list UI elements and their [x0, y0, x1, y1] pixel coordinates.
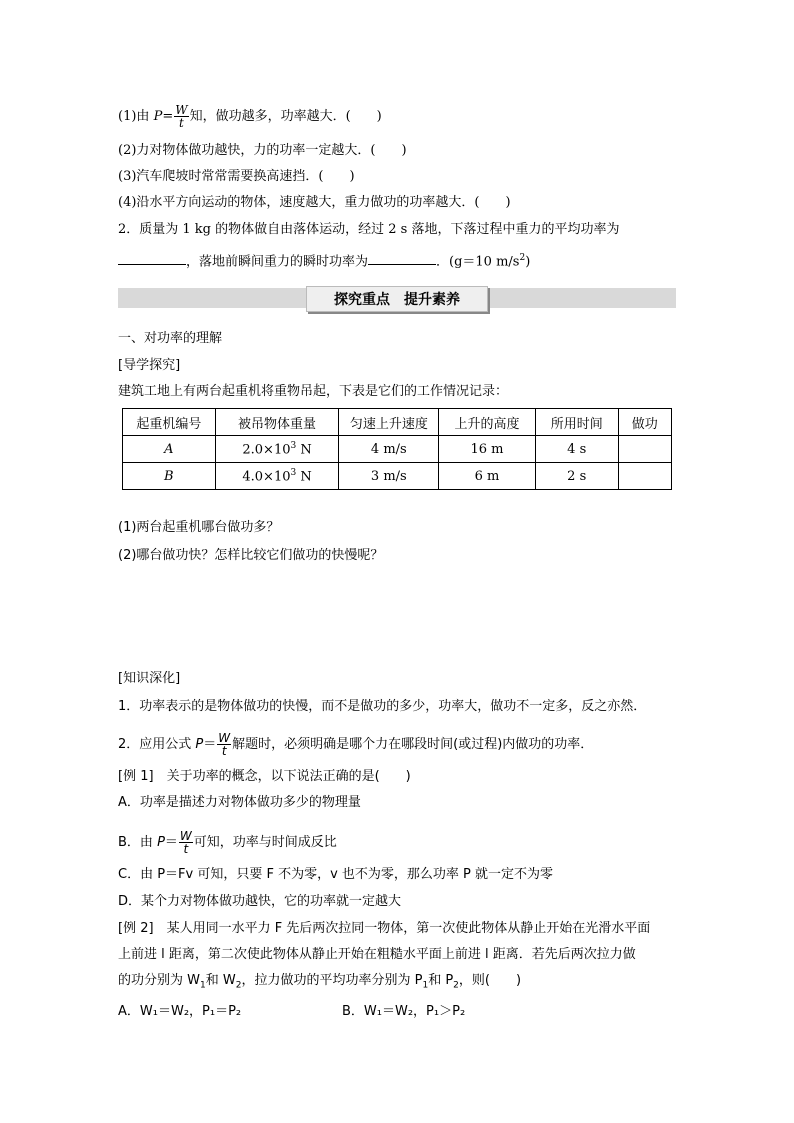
formula-p: P [153, 109, 163, 124]
judge-q2: (2)力对物体做功越快，力的功率一定越大．( ) [118, 143, 407, 158]
calc-line1: 2．质量为 1 kg 的物体做自由落体运动，经过 2 s 落地，下落过程中重力的平均功率为 [118, 222, 620, 237]
table-header-row [123, 409, 672, 436]
fraction-numerator: W [179, 829, 192, 843]
table-cell-blank[interactable] [618, 463, 671, 490]
example1-label: [例 1] [118, 769, 154, 784]
table-header: 做功 [618, 409, 671, 436]
table-cell: 3 m/s [339, 463, 439, 490]
formula-eq: = [162, 109, 174, 124]
table-cell [215, 463, 339, 490]
weight-mantissa: 2.0×10 [242, 442, 291, 458]
fraction-numerator: W [218, 731, 231, 745]
fraction-w-over-t [174, 104, 188, 129]
weight-mantissa: 4.0×10 [242, 469, 291, 485]
table-cell: 6 m [439, 463, 536, 490]
knowledge-title: [知识深化] [118, 671, 181, 686]
knowledge-p2-prefix: 2．应用公式 [118, 737, 196, 752]
example2-line3: 的功分别为 $W_1$和 $W_2$，拉力做功的平均功率分别为 $P_1$和 $P_2$，则( ) [118, 973, 522, 991]
fraction-w-over-t [179, 830, 193, 855]
banner-left-text: 探究重点 [334, 292, 390, 308]
table-cell: B [123, 463, 216, 490]
table-header: 起重机编号 [123, 409, 216, 436]
table-header: 匀速上升速度 [339, 409, 439, 436]
weight-exponent: 3 [290, 440, 297, 451]
example2-line3-part: 和 P [428, 973, 454, 988]
weight-unit: N [296, 442, 312, 458]
fraction-denominator: t [221, 744, 227, 758]
example2-line1 [118, 920, 650, 938]
table-header: 上升的高度 [439, 409, 536, 436]
example1-option-b[interactable]: B．由 P＝ $\frac{W}{t}$ 可知，功率与时间成反比 [118, 829, 337, 856]
table-cell [215, 436, 339, 463]
table-cell: 4 m/s [339, 436, 439, 463]
calc-line2-sup: 2 [519, 253, 526, 263]
table-row [123, 463, 672, 490]
judge-q1 [118, 104, 382, 129]
option-b-prefix: B．由 [118, 835, 158, 850]
table-row [123, 436, 672, 463]
section-intro: 建筑工地上有两台起重机将重物吊起，下表是它们的工作情况记录： [118, 384, 509, 399]
weight-unit: N [296, 469, 312, 485]
answer-blank-1[interactable] [118, 252, 186, 265]
example1-option-a[interactable]: A．功率是描述力对物体做功多少的物理量 [118, 795, 361, 810]
example2-line3-part: 和 W [205, 973, 236, 988]
banner-right-text: 提升素养 [404, 292, 460, 308]
formula-p: P [157, 835, 165, 850]
fraction-numerator: W [175, 103, 188, 117]
calc-line2-mid: ，落地前瞬间重力的瞬时功率为 [186, 254, 369, 270]
table-cell: 2 s [535, 463, 618, 490]
table-cell: 4 s [535, 436, 618, 463]
example2-option-b[interactable]: B．W₁＝W₂，P₁＞P₂ [342, 1004, 466, 1019]
option-b-suffix: 可知，功率与时间成反比 [193, 835, 337, 850]
knowledge-p2: 2．应用公式 P＝ $\frac{W}{t}$ 解题时，必须明确是哪个力在哪段时间(或过程)内做功的功率． [118, 731, 594, 758]
question-2: (2)哪台做功快？怎样比较它们做功的快慢呢？ [118, 548, 384, 563]
fraction-denominator: t [183, 842, 189, 856]
knowledge-p2-suffix: 解题时，必须明确是哪个力在哪段时间(或过程)内做功的功率． [232, 737, 594, 752]
example1-option-c[interactable]: C．由 P＝Fv 可知，只要 F 不为零，v 也不为零，那么功率 P 就一定不为零 [118, 867, 554, 882]
table-cell: 16 m [439, 436, 536, 463]
weight-exponent: 3 [290, 467, 297, 478]
crane-table [122, 408, 672, 490]
example2-line3-part: 的功分别为 W [118, 973, 200, 988]
example1-stem [118, 768, 411, 786]
formula-p: P [195, 737, 204, 752]
judge-q3: (3)汽车爬坡时常常需要换高速挡．( ) [118, 169, 355, 184]
knowledge-p1: 1．功率表示的是物体做功的快慢，而不是做功的多少，功率大，做功不一定多，反之亦然． [118, 699, 647, 714]
fraction-denominator: t [178, 116, 184, 130]
fraction-w-over-t [217, 732, 231, 757]
guide-label: [导学探究] [118, 358, 181, 373]
judge-q1-prefix: (1)由 [118, 109, 154, 124]
example2-line3-part: ，拉力做功的平均功率分别为 P [241, 973, 423, 988]
judge-q1-suffix: 知，做功越多，功率越大．( ) [189, 109, 382, 124]
calc-line2-end: ．(g＝10 m/s [436, 254, 520, 270]
calc-line2-close: ) [525, 254, 531, 270]
example2-option-a[interactable]: A．W₁＝W₂，P₁＝P₂ [118, 1004, 242, 1019]
table-header: 被吊物体重量 [215, 409, 339, 436]
section-banner [306, 286, 488, 312]
question-1: (1)两台起重机哪台做功多？ [118, 520, 280, 535]
example1-option-d[interactable]: D．某个力对物体做功越快，它的功率就一定越大 [118, 894, 402, 909]
section-title: 一、对功率的理解 [118, 331, 223, 346]
example1-text: 关于功率的概念，以下说法正确的是( ) [153, 769, 411, 784]
table-cell-blank[interactable] [618, 436, 671, 463]
example2-label: [例 2] [118, 921, 154, 936]
calc-line2 [118, 249, 530, 271]
example2-text: 某人用同一水平力 F 先后两次拉同一物体，第一次使此物体从静止开始在光滑水平面 [153, 921, 651, 936]
table-header: 所用时间 [535, 409, 618, 436]
example2-line3-part: ，则( ) [458, 973, 522, 988]
example2-line2: 上前进 l 距离，第二次使此物体从静止开始在粗糙水平面上前进 l 距离．若先后两次拉力做 [118, 947, 636, 962]
judge-q4: (4)沿水平方向运动的物体，速度越大，重力做功的功率越大．( ) [118, 195, 511, 210]
table-cell: A [123, 436, 216, 463]
answer-blank-2[interactable] [368, 252, 436, 265]
